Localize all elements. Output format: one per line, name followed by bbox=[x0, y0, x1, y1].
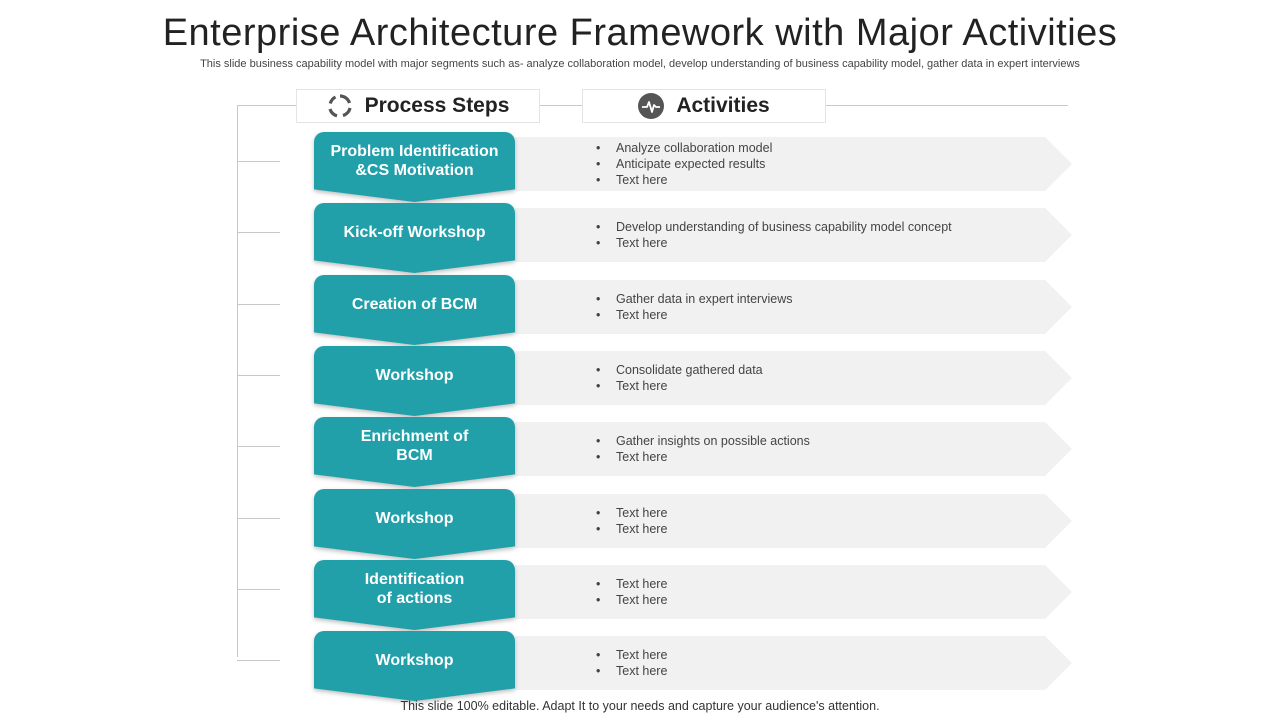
frame-tick bbox=[237, 589, 280, 590]
activity-item: • Text here bbox=[596, 505, 667, 521]
activity-list bbox=[596, 576, 667, 608]
activity-list bbox=[596, 219, 952, 251]
activity-item: • Gather data in expert interviews bbox=[596, 291, 792, 307]
frame-tick bbox=[237, 375, 280, 376]
process-step bbox=[314, 203, 515, 273]
process-step bbox=[314, 489, 515, 559]
activity-list bbox=[596, 433, 810, 465]
frame-line bbox=[238, 105, 296, 106]
frame-tick bbox=[237, 660, 280, 661]
process-steps-header bbox=[296, 89, 540, 123]
step-label: Enrichment of BCM bbox=[360, 428, 469, 464]
activity-item: • Text here bbox=[596, 647, 667, 663]
step-label: Kick-off Workshop bbox=[343, 223, 486, 241]
activity-list bbox=[596, 647, 667, 679]
process-step bbox=[314, 631, 515, 701]
frame-tick bbox=[237, 161, 280, 162]
circular-arrows-icon bbox=[327, 93, 353, 119]
process-step bbox=[314, 417, 515, 487]
frame-line bbox=[540, 105, 582, 106]
activity-item: • Text here bbox=[596, 576, 667, 592]
frame-tick bbox=[237, 446, 280, 447]
footer-note: This slide 100% editable. Adapt It to your needs and capture your audience's attention. bbox=[400, 699, 880, 713]
process-step bbox=[314, 346, 515, 416]
activity-item: • Analyze collaboration model bbox=[596, 140, 772, 156]
process-step bbox=[314, 132, 515, 202]
step-label: Problem Identification &CS Motivation bbox=[330, 143, 499, 179]
activity-list bbox=[596, 362, 763, 394]
activity-item: • Text here bbox=[596, 172, 772, 188]
activity-item: • Text here bbox=[596, 449, 810, 465]
activity-item: • Text here bbox=[596, 592, 667, 608]
frame-tick bbox=[237, 232, 280, 233]
frame-line bbox=[237, 105, 238, 657]
activity-item: • Develop understanding of business capability model concept bbox=[596, 219, 952, 235]
frame-tick bbox=[237, 518, 280, 519]
pulse-icon bbox=[638, 93, 664, 119]
activities-label: Activities bbox=[676, 94, 770, 117]
activity-item: • Consolidate gathered data bbox=[596, 362, 763, 378]
activity-item: • Text here bbox=[596, 378, 763, 394]
step-label: Creation of BCM bbox=[351, 295, 478, 313]
process-steps-label: Process Steps bbox=[364, 94, 510, 117]
activity-item: • Text here bbox=[596, 663, 667, 679]
step-label: Identification of actions bbox=[364, 571, 465, 607]
process-step bbox=[314, 275, 515, 345]
step-label: Workshop bbox=[375, 651, 454, 669]
slide-title: Enterprise Architecture Framework with Major Activities bbox=[162, 12, 1118, 54]
frame-tick bbox=[237, 304, 280, 305]
slide-subtitle: This slide business capability model with major segments such as- analyze collaboration model, develop understanding of business capability model, gather data in expert interviews bbox=[200, 58, 1080, 70]
activities-header bbox=[582, 89, 826, 123]
activity-item: • Text here bbox=[596, 307, 792, 323]
activity-list bbox=[596, 291, 792, 323]
activity-list bbox=[596, 140, 772, 188]
activity-item: • Anticipate expected results bbox=[596, 156, 772, 172]
process-step bbox=[314, 560, 515, 630]
activity-list bbox=[596, 505, 667, 537]
activity-item: • Text here bbox=[596, 235, 952, 251]
step-label: Workshop bbox=[375, 509, 454, 527]
activity-item: • Text here bbox=[596, 521, 667, 537]
activity-item: • Gather insights on possible actions bbox=[596, 433, 810, 449]
step-label: Workshop bbox=[375, 366, 454, 384]
frame-line bbox=[826, 105, 1068, 106]
